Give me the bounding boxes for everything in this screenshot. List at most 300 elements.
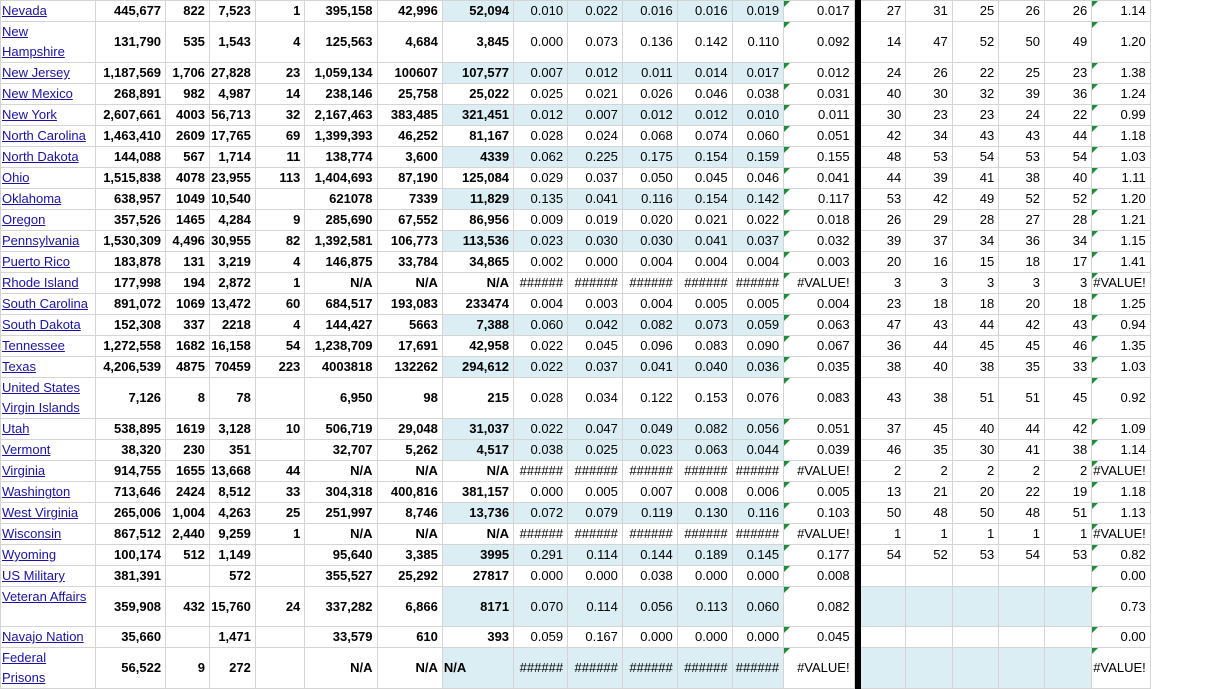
cell-c5[interactable]: 285,690 <box>305 210 377 231</box>
cell-c7[interactable]: 233474 <box>442 294 513 315</box>
cell-r2[interactable]: 0.005 <box>568 482 623 503</box>
cell-c3[interactable]: 1,149 <box>209 545 255 566</box>
cell-c7[interactable]: N/A <box>442 524 513 545</box>
cell-r1[interactable]: 0.002 <box>514 252 568 273</box>
cell-k2[interactable]: 18 <box>906 294 953 315</box>
cell-c3[interactable]: 27,828 <box>209 63 255 84</box>
cell-r3[interactable]: 0.004 <box>622 294 677 315</box>
cell-k5[interactable]: 2 <box>1044 461 1091 482</box>
cell-r5[interactable]: 0.004 <box>732 252 784 273</box>
cell-r1[interactable]: 0.007 <box>514 63 568 84</box>
cell-k5[interactable]: 33 <box>1044 357 1091 378</box>
cell-r3[interactable]: 0.016 <box>622 1 677 22</box>
cell-c2[interactable] <box>166 627 210 648</box>
cell-k1[interactable]: 26 <box>860 210 906 231</box>
cell-k3[interactable]: 22 <box>952 63 999 84</box>
cell-r3[interactable]: 0.119 <box>622 503 677 524</box>
cell-r5[interactable]: ###### <box>732 461 784 482</box>
cell-c2[interactable]: 4875 <box>166 357 210 378</box>
cell-c5[interactable]: N/A <box>305 648 377 689</box>
cell-r1[interactable]: 0.038 <box>514 440 568 461</box>
cell-k5[interactable]: 18 <box>1044 294 1091 315</box>
cell-c7[interactable]: 8171 <box>442 587 513 627</box>
cell-ratio[interactable]: 1.09 <box>1092 419 1151 440</box>
cell-avg[interactable]: 0.082 <box>784 587 854 627</box>
cell-k1[interactable] <box>860 587 906 627</box>
cell-k2[interactable]: 35 <box>906 440 953 461</box>
cell-r4[interactable]: 0.063 <box>677 440 732 461</box>
cell-c5[interactable]: 144,427 <box>305 315 377 336</box>
cell-c1[interactable]: 131,790 <box>96 22 166 63</box>
cell-k4[interactable]: 27 <box>999 210 1045 231</box>
cell-k2[interactable]: 2 <box>906 461 953 482</box>
cell-jurisdiction-name[interactable]: Navajo Nation <box>1 627 96 648</box>
cell-r2[interactable]: ###### <box>568 648 623 689</box>
cell-k4[interactable]: 42 <box>999 315 1045 336</box>
cell-c4[interactable] <box>255 378 304 419</box>
cell-c7[interactable]: 81,167 <box>442 126 513 147</box>
cell-c1[interactable]: 56,522 <box>96 648 166 689</box>
cell-k2[interactable]: 44 <box>906 336 953 357</box>
cell-avg[interactable]: 0.063 <box>784 315 854 336</box>
cell-c7[interactable]: 52,094 <box>442 1 513 22</box>
cell-c4[interactable] <box>255 440 304 461</box>
cell-k5[interactable]: 19 <box>1044 482 1091 503</box>
cell-avg[interactable]: 0.039 <box>784 440 854 461</box>
cell-c3[interactable]: 13,668 <box>209 461 255 482</box>
cell-k3[interactable]: 49 <box>952 189 999 210</box>
cell-r2[interactable]: 0.073 <box>568 22 623 63</box>
cell-c6[interactable]: 193,083 <box>377 294 442 315</box>
cell-k2[interactable]: 21 <box>906 482 953 503</box>
cell-jurisdiction-name[interactable]: Oregon <box>1 210 96 231</box>
cell-r3[interactable]: ###### <box>622 648 677 689</box>
cell-c5[interactable]: 32,707 <box>305 440 377 461</box>
cell-k5[interactable]: 17 <box>1044 252 1091 273</box>
cell-k4[interactable]: 53 <box>999 147 1045 168</box>
cell-k1[interactable]: 13 <box>860 482 906 503</box>
cell-k3[interactable]: 20 <box>952 482 999 503</box>
cell-r3[interactable]: 0.004 <box>622 252 677 273</box>
cell-k4[interactable]: 22 <box>999 482 1045 503</box>
cell-k1[interactable]: 3 <box>860 273 906 294</box>
cell-k5[interactable] <box>1044 648 1091 689</box>
cell-k3[interactable]: 44 <box>952 315 999 336</box>
cell-r4[interactable]: 0.012 <box>677 105 732 126</box>
cell-jurisdiction-name[interactable]: West Virginia <box>1 503 96 524</box>
cell-r2[interactable]: ###### <box>568 461 623 482</box>
cell-r3[interactable]: ###### <box>622 524 677 545</box>
cell-r5[interactable]: 0.060 <box>732 587 784 627</box>
cell-c3[interactable]: 1,471 <box>209 627 255 648</box>
cell-ratio[interactable]: 0.92 <box>1092 378 1151 419</box>
cell-r4[interactable]: 0.142 <box>677 22 732 63</box>
cell-r4[interactable]: 0.000 <box>677 627 732 648</box>
cell-c4[interactable]: 223 <box>255 357 304 378</box>
cell-c6[interactable]: 6,866 <box>377 587 442 627</box>
cell-r2[interactable]: ###### <box>568 524 623 545</box>
cell-r3[interactable]: ###### <box>622 461 677 482</box>
cell-c3[interactable]: 2218 <box>209 315 255 336</box>
cell-k3[interactable] <box>952 627 999 648</box>
cell-c1[interactable]: 177,998 <box>96 273 166 294</box>
cell-c2[interactable]: 2424 <box>166 482 210 503</box>
cell-ratio[interactable]: 1.18 <box>1092 126 1151 147</box>
cell-jurisdiction-name[interactable]: Wyoming <box>1 545 96 566</box>
cell-k4[interactable]: 20 <box>999 294 1045 315</box>
cell-ratio[interactable]: #VALUE! <box>1092 461 1151 482</box>
cell-c6[interactable]: 4,684 <box>377 22 442 63</box>
cell-c7[interactable]: 7,388 <box>442 315 513 336</box>
cell-ratio[interactable]: 1.35 <box>1092 336 1151 357</box>
cell-jurisdiction-name[interactable]: South Dakota <box>1 315 96 336</box>
cell-k5[interactable]: 42 <box>1044 419 1091 440</box>
cell-jurisdiction-name[interactable]: Oklahoma <box>1 189 96 210</box>
cell-k2[interactable] <box>906 648 953 689</box>
cell-c1[interactable]: 268,891 <box>96 84 166 105</box>
cell-c5[interactable]: 4003818 <box>305 357 377 378</box>
cell-c3[interactable]: 13,472 <box>209 294 255 315</box>
cell-r4[interactable]: 0.189 <box>677 545 732 566</box>
cell-c4[interactable]: 82 <box>255 231 304 252</box>
cell-c6[interactable]: 25,758 <box>377 84 442 105</box>
cell-r1[interactable]: 0.022 <box>514 419 568 440</box>
cell-c1[interactable]: 1,530,309 <box>96 231 166 252</box>
cell-c6[interactable]: 98 <box>377 378 442 419</box>
cell-k5[interactable]: 45 <box>1044 378 1091 419</box>
cell-c4[interactable]: 9 <box>255 210 304 231</box>
cell-c4[interactable]: 24 <box>255 587 304 627</box>
cell-c4[interactable] <box>255 545 304 566</box>
cell-c6[interactable]: 67,552 <box>377 210 442 231</box>
cell-c1[interactable]: 359,908 <box>96 587 166 627</box>
cell-c2[interactable]: 982 <box>166 84 210 105</box>
cell-k2[interactable]: 34 <box>906 126 953 147</box>
cell-c6[interactable]: 383,485 <box>377 105 442 126</box>
cell-k1[interactable]: 40 <box>860 84 906 105</box>
cell-k4[interactable] <box>999 566 1045 587</box>
cell-c2[interactable]: 230 <box>166 440 210 461</box>
cell-r5[interactable]: 0.019 <box>732 1 784 22</box>
cell-r4[interactable]: ###### <box>677 273 732 294</box>
cell-c1[interactable]: 914,755 <box>96 461 166 482</box>
cell-avg[interactable]: 0.051 <box>784 419 854 440</box>
cell-r1[interactable]: 0.000 <box>514 22 568 63</box>
cell-r3[interactable]: 0.096 <box>622 336 677 357</box>
cell-c5[interactable]: 1,399,393 <box>305 126 377 147</box>
cell-k2[interactable]: 47 <box>906 22 953 63</box>
cell-k2[interactable]: 29 <box>906 210 953 231</box>
cell-c7[interactable]: 3995 <box>442 545 513 566</box>
cell-r5[interactable]: 0.017 <box>732 63 784 84</box>
cell-k4[interactable]: 35 <box>999 357 1045 378</box>
cell-c5[interactable]: 1,238,709 <box>305 336 377 357</box>
cell-c5[interactable]: 506,719 <box>305 419 377 440</box>
cell-r5[interactable]: 0.110 <box>732 22 784 63</box>
cell-r4[interactable]: 0.004 <box>677 252 732 273</box>
cell-k5[interactable]: 53 <box>1044 545 1091 566</box>
cell-r1[interactable]: 0.009 <box>514 210 568 231</box>
cell-ratio[interactable]: 0.82 <box>1092 545 1151 566</box>
cell-k5[interactable]: 49 <box>1044 22 1091 63</box>
cell-r4[interactable]: 0.073 <box>677 315 732 336</box>
cell-c3[interactable]: 3,219 <box>209 252 255 273</box>
cell-k1[interactable] <box>860 627 906 648</box>
cell-k3[interactable]: 34 <box>952 231 999 252</box>
cell-r5[interactable]: ###### <box>732 273 784 294</box>
cell-c3[interactable]: 572 <box>209 566 255 587</box>
cell-avg[interactable]: #VALUE! <box>784 461 854 482</box>
cell-jurisdiction-name[interactable]: Nevada <box>1 1 96 22</box>
cell-k3[interactable] <box>952 648 999 689</box>
cell-c4[interactable]: 1 <box>255 273 304 294</box>
cell-k1[interactable]: 1 <box>860 524 906 545</box>
cell-c1[interactable]: 891,072 <box>96 294 166 315</box>
cell-c5[interactable]: 33,579 <box>305 627 377 648</box>
cell-jurisdiction-name[interactable]: Virginia <box>1 461 96 482</box>
cell-c2[interactable]: 131 <box>166 252 210 273</box>
cell-c3[interactable]: 2,872 <box>209 273 255 294</box>
cell-c6[interactable]: N/A <box>377 273 442 294</box>
cell-k5[interactable]: 3 <box>1044 273 1091 294</box>
cell-r2[interactable]: 0.025 <box>568 440 623 461</box>
cell-k3[interactable]: 54 <box>952 147 999 168</box>
cell-c7[interactable]: N/A <box>442 461 513 482</box>
cell-r1[interactable]: 0.060 <box>514 315 568 336</box>
cell-jurisdiction-name[interactable]: Wisconsin <box>1 524 96 545</box>
cell-k1[interactable]: 48 <box>860 147 906 168</box>
cell-r3[interactable]: 0.012 <box>622 105 677 126</box>
cell-c1[interactable]: 1,272,558 <box>96 336 166 357</box>
cell-k5[interactable]: 46 <box>1044 336 1091 357</box>
cell-c4[interactable]: 4 <box>255 252 304 273</box>
cell-c6[interactable]: 42,996 <box>377 1 442 22</box>
cell-c2[interactable]: 2,440 <box>166 524 210 545</box>
cell-ratio[interactable]: #VALUE! <box>1092 648 1151 689</box>
cell-r1[interactable]: ###### <box>514 273 568 294</box>
cell-c7[interactable]: 34,865 <box>442 252 513 273</box>
cell-jurisdiction-name[interactable]: Puerto Rico <box>1 252 96 273</box>
cell-r3[interactable]: 0.026 <box>622 84 677 105</box>
cell-r3[interactable]: 0.116 <box>622 189 677 210</box>
cell-r1[interactable]: 0.004 <box>514 294 568 315</box>
cell-jurisdiction-name[interactable]: Texas <box>1 357 96 378</box>
cell-c3[interactable]: 9,259 <box>209 524 255 545</box>
cell-c3[interactable]: 4,987 <box>209 84 255 105</box>
cell-c4[interactable]: 14 <box>255 84 304 105</box>
cell-c5[interactable]: 337,282 <box>305 587 377 627</box>
cell-k4[interactable]: 26 <box>999 1 1045 22</box>
cell-r4[interactable]: 0.040 <box>677 357 732 378</box>
cell-k3[interactable]: 38 <box>952 357 999 378</box>
cell-r2[interactable]: 0.045 <box>568 336 623 357</box>
cell-k3[interactable]: 50 <box>952 503 999 524</box>
cell-k5[interactable]: 34 <box>1044 231 1091 252</box>
cell-avg[interactable]: 0.092 <box>784 22 854 63</box>
cell-k1[interactable]: 47 <box>860 315 906 336</box>
cell-c3[interactable]: 30,955 <box>209 231 255 252</box>
cell-k5[interactable]: 51 <box>1044 503 1091 524</box>
cell-c1[interactable]: 7,126 <box>96 378 166 419</box>
cell-c2[interactable]: 822 <box>166 1 210 22</box>
cell-r1[interactable]: 0.070 <box>514 587 568 627</box>
cell-r3[interactable]: 0.068 <box>622 126 677 147</box>
cell-k4[interactable]: 25 <box>999 63 1045 84</box>
cell-r1[interactable]: 0.000 <box>514 566 568 587</box>
cell-r4[interactable]: 0.154 <box>677 189 732 210</box>
cell-k2[interactable]: 40 <box>906 357 953 378</box>
cell-c3[interactable]: 7,523 <box>209 1 255 22</box>
cell-r4[interactable]: 0.083 <box>677 336 732 357</box>
cell-r1[interactable]: 0.028 <box>514 126 568 147</box>
cell-c6[interactable]: N/A <box>377 648 442 689</box>
cell-c7[interactable]: 25,022 <box>442 84 513 105</box>
cell-r2[interactable]: 0.041 <box>568 189 623 210</box>
cell-c7[interactable]: 215 <box>442 378 513 419</box>
cell-k4[interactable] <box>999 587 1045 627</box>
cell-r2[interactable]: ###### <box>568 273 623 294</box>
cell-jurisdiction-name[interactable]: Pennsylvania <box>1 231 96 252</box>
cell-r1[interactable]: 0.010 <box>514 1 568 22</box>
cell-r3[interactable]: 0.056 <box>622 587 677 627</box>
cell-ratio[interactable]: #VALUE! <box>1092 273 1151 294</box>
cell-r4[interactable]: 0.153 <box>677 378 732 419</box>
cell-r3[interactable]: 0.122 <box>622 378 677 419</box>
cell-r1[interactable]: 0.022 <box>514 336 568 357</box>
cell-k2[interactable]: 43 <box>906 315 953 336</box>
cell-ratio[interactable]: 1.11 <box>1092 168 1151 189</box>
cell-k4[interactable]: 1 <box>999 524 1045 545</box>
cell-r5[interactable]: 0.022 <box>732 210 784 231</box>
cell-k4[interactable]: 38 <box>999 168 1045 189</box>
cell-c4[interactable]: 4 <box>255 315 304 336</box>
cell-k1[interactable]: 54 <box>860 545 906 566</box>
cell-jurisdiction-name[interactable]: New Mexico <box>1 84 96 105</box>
cell-c2[interactable]: 2609 <box>166 126 210 147</box>
cell-k2[interactable] <box>906 566 953 587</box>
cell-r5[interactable]: 0.159 <box>732 147 784 168</box>
cell-avg[interactable]: 0.117 <box>784 189 854 210</box>
cell-r4[interactable]: 0.046 <box>677 84 732 105</box>
cell-c2[interactable]: 4,496 <box>166 231 210 252</box>
cell-k1[interactable]: 44 <box>860 168 906 189</box>
cell-k4[interactable]: 48 <box>999 503 1045 524</box>
cell-c4[interactable]: 60 <box>255 294 304 315</box>
cell-jurisdiction-name[interactable]: Veteran Affairs <box>1 587 96 627</box>
cell-avg[interactable]: 0.035 <box>784 357 854 378</box>
cell-ratio[interactable]: 1.18 <box>1092 482 1151 503</box>
cell-r2[interactable]: 0.225 <box>568 147 623 168</box>
cell-ratio[interactable]: 1.15 <box>1092 231 1151 252</box>
cell-c5[interactable]: 395,158 <box>305 1 377 22</box>
cell-k3[interactable]: 53 <box>952 545 999 566</box>
cell-c5[interactable]: 238,146 <box>305 84 377 105</box>
cell-c5[interactable]: 146,875 <box>305 252 377 273</box>
cell-k5[interactable]: 43 <box>1044 315 1091 336</box>
cell-k2[interactable] <box>906 627 953 648</box>
cell-c3[interactable]: 351 <box>209 440 255 461</box>
cell-c7[interactable]: 42,958 <box>442 336 513 357</box>
cell-k5[interactable]: 36 <box>1044 84 1091 105</box>
cell-r1[interactable]: 0.029 <box>514 168 568 189</box>
cell-k1[interactable]: 23 <box>860 294 906 315</box>
cell-k2[interactable] <box>906 587 953 627</box>
cell-c3[interactable]: 10,540 <box>209 189 255 210</box>
cell-c6[interactable]: 400,816 <box>377 482 442 503</box>
cell-r4[interactable]: 0.021 <box>677 210 732 231</box>
cell-c6[interactable]: 46,252 <box>377 126 442 147</box>
cell-r4[interactable]: ###### <box>677 648 732 689</box>
cell-r5[interactable]: ###### <box>732 648 784 689</box>
cell-k3[interactable] <box>952 566 999 587</box>
cell-k4[interactable]: 24 <box>999 105 1045 126</box>
cell-c5[interactable]: 95,640 <box>305 545 377 566</box>
cell-c5[interactable]: 1,392,581 <box>305 231 377 252</box>
cell-k2[interactable]: 45 <box>906 419 953 440</box>
cell-c5[interactable]: N/A <box>305 273 377 294</box>
cell-avg[interactable]: 0.031 <box>784 84 854 105</box>
cell-k2[interactable]: 23 <box>906 105 953 126</box>
cell-k4[interactable]: 51 <box>999 378 1045 419</box>
cell-r1[interactable]: 0.072 <box>514 503 568 524</box>
cell-r5[interactable]: 0.060 <box>732 126 784 147</box>
cell-jurisdiction-name[interactable]: New Jersey <box>1 63 96 84</box>
cell-c2[interactable]: 8 <box>166 378 210 419</box>
cell-r2[interactable]: 0.167 <box>568 627 623 648</box>
cell-k1[interactable]: 38 <box>860 357 906 378</box>
cell-c6[interactable]: 7339 <box>377 189 442 210</box>
cell-r2[interactable]: 0.047 <box>568 419 623 440</box>
cell-k5[interactable] <box>1044 566 1091 587</box>
cell-k4[interactable]: 41 <box>999 440 1045 461</box>
cell-c2[interactable]: 4003 <box>166 105 210 126</box>
cell-c3[interactable]: 78 <box>209 378 255 419</box>
cell-c4[interactable]: 33 <box>255 482 304 503</box>
cell-c1[interactable]: 144,088 <box>96 147 166 168</box>
cell-ratio[interactable]: 1.20 <box>1092 189 1151 210</box>
cell-r2[interactable]: 0.007 <box>568 105 623 126</box>
cell-c2[interactable]: 337 <box>166 315 210 336</box>
cell-c1[interactable]: 357,526 <box>96 210 166 231</box>
cell-jurisdiction-name[interactable]: Rhode Island <box>1 273 96 294</box>
cell-jurisdiction-name[interactable]: New Hampshire <box>1 22 96 63</box>
cell-r2[interactable]: 0.042 <box>568 315 623 336</box>
cell-c3[interactable]: 16,158 <box>209 336 255 357</box>
cell-c1[interactable]: 38,320 <box>96 440 166 461</box>
cell-r4[interactable]: 0.014 <box>677 63 732 84</box>
cell-ratio[interactable]: 1.24 <box>1092 84 1151 105</box>
cell-r4[interactable]: 0.008 <box>677 482 732 503</box>
cell-c6[interactable]: 29,048 <box>377 419 442 440</box>
cell-r4[interactable]: 0.130 <box>677 503 732 524</box>
cell-c7[interactable]: 4,517 <box>442 440 513 461</box>
cell-c6[interactable]: 25,292 <box>377 566 442 587</box>
cell-k4[interactable]: 3 <box>999 273 1045 294</box>
cell-r2[interactable]: 0.024 <box>568 126 623 147</box>
cell-c3[interactable]: 4,284 <box>209 210 255 231</box>
cell-r1[interactable]: 0.012 <box>514 105 568 126</box>
cell-c4[interactable] <box>255 627 304 648</box>
cell-k1[interactable]: 37 <box>860 419 906 440</box>
cell-k3[interactable]: 30 <box>952 440 999 461</box>
cell-c6[interactable]: N/A <box>377 524 442 545</box>
cell-k5[interactable] <box>1044 587 1091 627</box>
cell-c7[interactable]: 4339 <box>442 147 513 168</box>
cell-ratio[interactable]: 1.03 <box>1092 357 1151 378</box>
cell-c1[interactable]: 100,174 <box>96 545 166 566</box>
cell-r4[interactable]: 0.113 <box>677 587 732 627</box>
cell-avg[interactable]: 0.045 <box>784 627 854 648</box>
